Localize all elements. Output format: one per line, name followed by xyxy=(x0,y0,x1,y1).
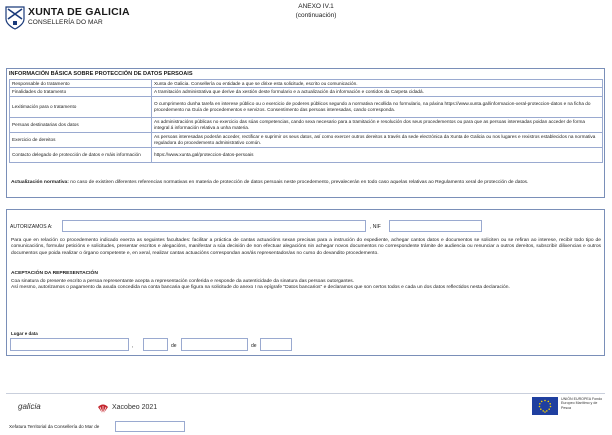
xunta-logo-icon xyxy=(5,6,25,30)
row-value: Xunta de Galicia. Consellería ou entidade a que se dirixe esta solicitude, escrito ou comunicación. xyxy=(152,80,603,88)
row-value: As persoas interesadas poderán acceder, rectificar e suprimir os seus datos, así como exercer outros dereitos a través da sede electrónica da Xunta de Galicia ou nos lugares e rexistros establecidos na normativa reguladora do procedemento administrativo común. xyxy=(152,133,603,148)
row-label: Persoas destinatarias dos datos xyxy=(10,118,152,133)
eu-fund-label: UNIÓN EUROPEA Fondo Europeo Marítimo y de Pesca xyxy=(561,397,603,410)
xacobeo-shell-icon xyxy=(97,403,109,415)
nif-field[interactable] xyxy=(389,220,482,232)
row-value: As administracións públicas no exercicio das súas competencias, cando sexa necesario para a tramitación e resolución dos seus procedementos ou para que as persoas interesadas poidan acceder de forma integral á información relativa a unha materia. xyxy=(152,118,603,133)
xacobeo-logo: Xacobeo 2021 xyxy=(112,404,158,411)
year-field[interactable] xyxy=(260,338,292,351)
jefatura-label: Xefatura Territorial da Consellería do Mar de xyxy=(9,424,100,429)
authorize-label: AUTORIZAMOS A: xyxy=(10,224,53,230)
comma-separator: , xyxy=(132,343,134,349)
row-label: Contacto delegado de protección de datos e máis información xyxy=(10,148,152,163)
jefatura-field[interactable] xyxy=(115,421,185,432)
month-field[interactable] xyxy=(181,338,248,351)
table-row xyxy=(10,80,603,88)
data-protection-title: INFORMACIÓN BÁSICA SOBRE PROTECCIÓN DE DATOS PERSOAIS xyxy=(9,71,193,77)
normative-update-note xyxy=(11,180,601,186)
place-date-label: Lugar e data xyxy=(11,331,38,336)
note-bold: Actualización normativa: xyxy=(11,180,69,185)
acceptance-title: ACEPTACIÓN DA REPRESENTACIÓN xyxy=(11,271,98,276)
nif-label: , NIF xyxy=(370,224,381,230)
table-row xyxy=(10,118,603,133)
authorized-name-field[interactable] xyxy=(62,220,366,232)
brand-subtitle: CONSELLERÍA DO MAR xyxy=(28,19,103,26)
row-value: A tramitación administrativa que derive da xestión deste formulario e a actualización da información e contidos da Carpeta cidadá. xyxy=(152,88,603,97)
anexo-line1: ANEXO IV.1 xyxy=(298,3,334,10)
row-label: Lexitimación para o tratamento xyxy=(10,97,152,118)
row-value[interactable]: https://www.xunta.gal/proteccion-datos-persoais xyxy=(152,148,603,163)
anexo-line2: (continuación) xyxy=(295,12,337,19)
anexo-title xyxy=(270,2,362,20)
eu-flag-icon xyxy=(532,397,558,415)
row-label: Responsable do tratamento xyxy=(10,80,152,88)
footer-divider xyxy=(6,393,605,394)
table-row xyxy=(10,97,603,118)
galicia-logo: galicia xyxy=(18,402,41,411)
day-field[interactable] xyxy=(143,338,168,351)
de-label-1: de xyxy=(171,343,177,349)
note-text: no caso de existiren diferentes referencias normativas en materia de protección de datos persoais neste procedemento, prevalecerán en todo caso aquelas relativas ao Regulamento xeral de protección de datos. xyxy=(68,180,529,185)
data-protection-table xyxy=(9,79,603,163)
row-label: Finalidades do tratamento xyxy=(10,88,152,97)
table-row xyxy=(10,88,603,97)
de-label-2: de xyxy=(251,343,257,349)
table-row xyxy=(10,133,603,148)
row-label: Exercicio de dereitos xyxy=(10,133,152,148)
row-value: O cumprimento dunha tarefa en interese público ou o exercicio de poderes públicos segundo a normativa recollida no formulario, na páxina https://www.xunta.gal/informacion-xeral-proteccion-datos e na ficha do procedemento na Guía de procedementos e servizos. Consentimento das persoas interesadas, cando corresponda. xyxy=(152,97,603,118)
place-field[interactable] xyxy=(10,338,129,351)
brand-title: XUNTA DE GALICIA xyxy=(28,6,130,18)
authorization-paragraph: Para que en relación co procedemento indicado exerza as seguintes facultades: facilitar a práctica de cantas actuacións sexan precisas para a instrución do expediente, achegar cantos datos e documentos se soliciten ou se refiran ao interese, recibir todo tipo de comunicacións, formular peticións e solicitudes, presentar escritos e alegacións, manifestar a súa decisión de non efectuar alegacións nin achegar novos documentos no correspondente trámite de audiencia ou renunciar a outros dereitos, subscribir dilixencias e outros documentos que poida realizar o órgano competente e, en xeral, realizar cantas actuacións correspondan aos/ás representados/as no curso do devandito procedemento. xyxy=(11,238,601,256)
acceptance-text: Coa sinatura do presente escrito a persoa representante acepta a representación conferida e responde da autenticidade da sinatura das persoas outorgantes. Así mesmo, autorizamos o pagamento da axuda concedida na conta bancaria que figura na solicitude do anexo I na epígrafe "Datos bancarios" e declaramos que son certos todos e cada un dos datos reflectidos nesta declaración. xyxy=(11,279,510,291)
table-row xyxy=(10,148,603,163)
